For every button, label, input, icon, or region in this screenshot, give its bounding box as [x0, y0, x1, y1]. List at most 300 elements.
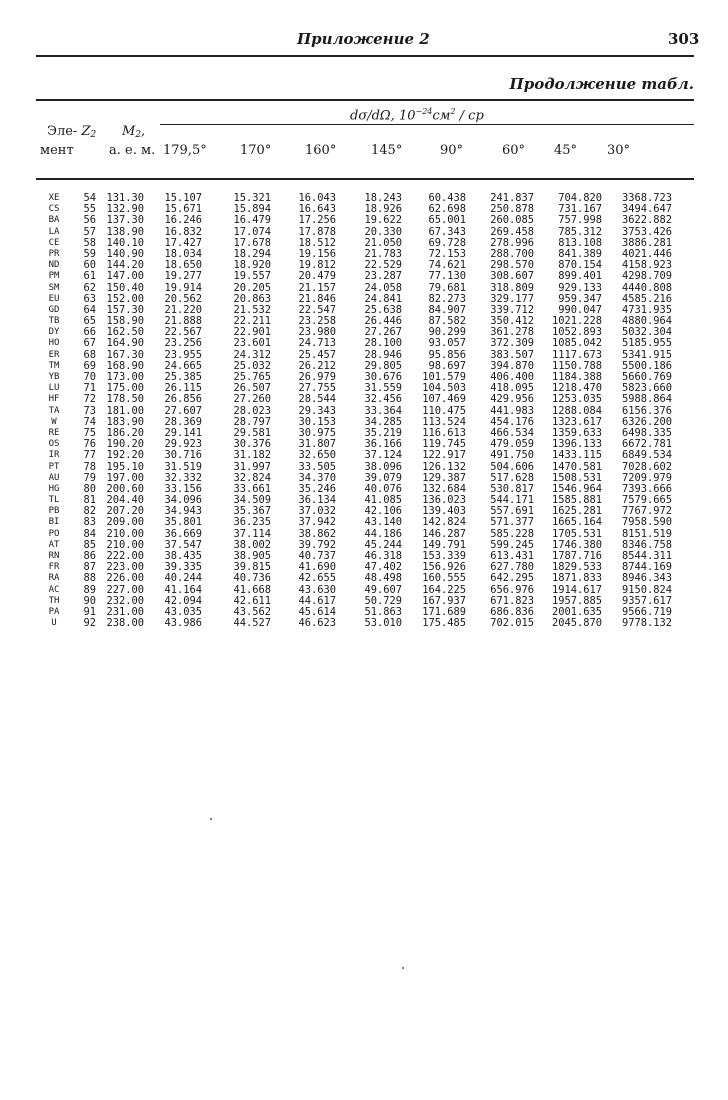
- cs-170: 15.894: [233, 203, 271, 216]
- atomic-mass: 138.90: [106, 225, 144, 238]
- cs-60: 557.691: [490, 505, 534, 518]
- cs-60: 250.878: [490, 203, 534, 216]
- element-symbol: IR: [48, 450, 60, 461]
- cs-60: 599.245: [490, 538, 534, 551]
- atomic-mass: 226.00: [106, 572, 144, 585]
- element-symbol: TB: [48, 316, 60, 327]
- cs-179-5: 26.856: [164, 393, 202, 406]
- element-symbol: RA: [48, 573, 60, 584]
- atomic-mass: 140.10: [106, 236, 144, 249]
- atomic-mass: 168.90: [106, 359, 144, 372]
- cs-60: 288.700: [490, 247, 534, 260]
- cs-45: 1546.964: [551, 482, 602, 495]
- element-symbol: HG: [48, 483, 60, 494]
- cs-145: 43.140: [364, 516, 402, 529]
- cs-145: 41.085: [364, 494, 402, 507]
- atomic-number: 71: [83, 382, 96, 395]
- cs-60: 372.309: [490, 337, 534, 350]
- caption-main: dσ/dΩ, 10: [350, 108, 416, 124]
- cs-45: 1665.164: [551, 516, 602, 529]
- cs-160: 44.617: [298, 594, 336, 607]
- cs-30: 5988.864: [621, 393, 672, 406]
- cs-145: 30.676: [364, 371, 402, 383]
- atomic-number: 63: [83, 292, 96, 305]
- cs-45: 1052.893: [551, 326, 602, 339]
- cs-170: 24.312: [233, 348, 271, 361]
- cs-145: 47.402: [364, 561, 402, 574]
- cs-179-5: 29.923: [164, 438, 202, 451]
- cs-170: 15.321: [233, 192, 271, 204]
- cs-145: 38.096: [364, 460, 402, 473]
- cs-90: 119.745: [422, 438, 466, 451]
- element-symbol: LU: [48, 383, 60, 394]
- atomic-mass: 207.20: [106, 505, 144, 518]
- cs-90: 67.343: [428, 225, 466, 238]
- cs-45: 1117.673: [551, 348, 602, 361]
- cs-179-5: 34.943: [164, 505, 202, 518]
- table-row: [36, 517, 694, 528]
- cs-170: 42.611: [233, 594, 271, 607]
- atomic-number: 90: [83, 594, 96, 607]
- atomic-number: 92: [83, 617, 96, 630]
- cs-45: 2045.870: [551, 617, 602, 630]
- cs-170: 18.920: [233, 259, 271, 272]
- cs-30: 6326.200: [621, 415, 672, 428]
- cs-60: 308.607: [490, 270, 534, 283]
- atomic-number: 82: [83, 505, 96, 518]
- cs-160: 21.846: [298, 292, 336, 305]
- cs-90: 72.153: [428, 247, 466, 260]
- cs-170: 35.367: [233, 505, 271, 518]
- cs-170: 23.601: [233, 337, 271, 350]
- atomic-number: 85: [83, 538, 96, 551]
- atomic-number: 56: [83, 214, 96, 227]
- atomic-mass: 162.50: [106, 326, 144, 339]
- element-symbol: AU: [48, 472, 60, 483]
- cs-170: 39.815: [233, 561, 271, 574]
- cs-160: 22.547: [298, 303, 336, 316]
- cs-145: 46.318: [364, 550, 402, 562]
- cs-160: 23.258: [298, 315, 336, 328]
- cs-145: 36.166: [364, 438, 402, 451]
- cs-60: 642.295: [490, 572, 534, 585]
- cs-170: 38.002: [233, 538, 271, 551]
- cs-179-5: 22.567: [164, 326, 202, 339]
- cs-90: 116.613: [422, 426, 466, 439]
- cs-179-5: 15.671: [164, 203, 202, 216]
- cs-179-5: 43.986: [164, 617, 202, 630]
- element-symbol: TA: [48, 405, 60, 416]
- cs-90: 153.339: [422, 550, 466, 562]
- cs-145: 23.287: [364, 270, 402, 283]
- atomic-mass: 181.00: [106, 404, 144, 417]
- element-symbol: RE: [48, 427, 60, 438]
- cs-30: 5341.915: [621, 348, 672, 361]
- cs-90: 136.023: [422, 494, 466, 507]
- cs-30: 4298.709: [621, 270, 672, 283]
- cs-90: 98.697: [428, 359, 466, 372]
- atomic-mass: 209.00: [106, 516, 144, 529]
- cs-90: 60.438: [428, 192, 466, 204]
- cs-30: 8744.169: [621, 561, 672, 574]
- cs-45: 1829.533: [551, 561, 602, 574]
- cs-145: 40.076: [364, 482, 402, 495]
- cs-30: 4731.935: [621, 303, 672, 316]
- cs-145: 19.622: [364, 214, 402, 227]
- cs-170: 26.507: [233, 382, 271, 395]
- table-row: [36, 215, 694, 226]
- cs-60: 406.400: [490, 371, 534, 383]
- cs-179-5: 18.034: [164, 247, 202, 260]
- cs-90: 77.130: [428, 270, 466, 283]
- atomic-number: 60: [83, 259, 96, 272]
- cs-179-5: 27.607: [164, 404, 202, 417]
- cs-145: 34.285: [364, 415, 402, 428]
- cs-45: 1746.380: [551, 538, 602, 551]
- atomic-mass: 173.00: [106, 371, 144, 383]
- cs-160: 24.713: [298, 337, 336, 350]
- cs-179-5: 24.665: [164, 359, 202, 372]
- cs-170: 21.532: [233, 303, 271, 316]
- element-symbol: ND: [48, 260, 60, 271]
- cs-60: 418.095: [490, 382, 534, 395]
- cs-30: 4440.808: [621, 281, 672, 294]
- atomic-mass: 183.90: [106, 415, 144, 428]
- atomic-number: 66: [83, 326, 96, 339]
- table-row: [36, 271, 694, 282]
- cs-179-5: 18.650: [164, 259, 202, 272]
- cs-90: 146.287: [422, 527, 466, 540]
- cs-160: 41.690: [298, 561, 336, 574]
- cs-160: 30.975: [298, 426, 336, 439]
- cs-90: 69.728: [428, 236, 466, 249]
- cs-160: 26.979: [298, 371, 336, 383]
- element-symbol: EU: [48, 293, 60, 304]
- caption-rule: [160, 124, 694, 125]
- cs-170: 31.182: [233, 449, 271, 462]
- element-symbol: FR: [48, 562, 60, 573]
- cs-30: 3622.882: [621, 214, 672, 227]
- table-continuation-label: Продолжение табл.: [509, 75, 694, 93]
- cs-179-5: 36.669: [164, 527, 202, 540]
- cs-45: 1184.388: [551, 371, 602, 383]
- element-symbol: TH: [48, 595, 60, 606]
- cs-30: 5660.769: [621, 371, 672, 383]
- table-row: [36, 394, 694, 405]
- cs-45: 1470.581: [551, 460, 602, 473]
- angle-header-145: 145°: [371, 143, 403, 158]
- atomic-mass: 164.90: [106, 337, 144, 350]
- cs-30: 6672.781: [621, 438, 672, 451]
- cs-90: 90.299: [428, 326, 466, 339]
- element-symbol: GD: [48, 304, 60, 315]
- atomic-mass: 232.00: [106, 594, 144, 607]
- caption-unit-exp: 2: [450, 107, 456, 116]
- cs-90: 110.475: [422, 404, 466, 417]
- atomic-mass: 227.00: [106, 583, 144, 596]
- cs-60: 298.570: [490, 259, 534, 272]
- cs-179-5: 17.427: [164, 236, 202, 249]
- atomic-number: 89: [83, 583, 96, 596]
- cs-60: 585.228: [490, 527, 534, 540]
- cs-160: 32.650: [298, 449, 336, 462]
- cs-160: 38.862: [298, 527, 336, 540]
- z-symbol: $Z_2$: [81, 124, 97, 140]
- atomic-mass: 147.00: [106, 270, 144, 283]
- atomic-mass: 222.00: [106, 550, 144, 562]
- cs-30: 5500.186: [621, 359, 672, 372]
- cs-45: 870.154: [558, 259, 602, 272]
- atomic-number: 83: [83, 516, 96, 529]
- cs-45: 1433.115: [551, 449, 602, 462]
- cs-60: 517.628: [490, 471, 534, 484]
- cs-145: 50.729: [364, 594, 402, 607]
- cs-30: 7028.602: [621, 460, 672, 473]
- cs-170: 20.863: [233, 292, 271, 305]
- cs-179-5: 42.094: [164, 594, 202, 607]
- cs-30: 9566.719: [621, 605, 672, 618]
- cs-170: 41.668: [233, 583, 271, 596]
- cs-170: 37.114: [233, 527, 271, 540]
- cs-179-5: 40.244: [164, 572, 202, 585]
- cs-179-5: 32.332: [164, 471, 202, 484]
- element-symbol: PM: [48, 271, 60, 282]
- cs-179-5: 21.888: [164, 315, 202, 328]
- atomic-mass: 132.90: [106, 203, 144, 216]
- cs-179-5: 38.435: [164, 550, 202, 562]
- cs-160: 23.980: [298, 326, 336, 339]
- cs-30: 8946.343: [621, 572, 672, 585]
- angle-header-60: 60°: [502, 143, 526, 158]
- element-symbol: AT: [48, 539, 60, 550]
- angle-header-30: 30°: [607, 143, 631, 158]
- cs-160: 46.623: [298, 617, 336, 630]
- cs-90: 79.681: [428, 281, 466, 294]
- cs-90: 175.485: [422, 617, 466, 630]
- cs-60: 269.458: [490, 225, 534, 238]
- cs-60: 278.996: [490, 236, 534, 249]
- cs-179-5: 37.547: [164, 538, 202, 551]
- cs-179-5: 39.335: [164, 561, 202, 574]
- atomic-mass: 197.00: [106, 471, 144, 484]
- element-symbol: HF: [48, 394, 60, 405]
- cs-90: 62.698: [428, 203, 466, 216]
- cs-170: 34.509: [233, 494, 271, 507]
- atomic-number: 65: [83, 315, 96, 328]
- cs-160: 30.153: [298, 415, 336, 428]
- cs-45: 1705.531: [551, 527, 602, 540]
- cs-90: 104.503: [422, 382, 466, 395]
- cs-90: 126.132: [422, 460, 466, 473]
- cs-90: 160.555: [422, 572, 466, 585]
- cs-145: 25.638: [364, 303, 402, 316]
- element-symbol: XE: [48, 193, 60, 203]
- cs-60: 383.507: [490, 348, 534, 361]
- angle-header-90: 90°: [440, 143, 464, 158]
- atomic-number: 62: [83, 281, 96, 294]
- cs-30: 7393.666: [621, 482, 672, 495]
- table-row: [36, 462, 694, 473]
- atomic-number: 76: [83, 438, 96, 451]
- element-symbol: RN: [48, 551, 60, 561]
- cs-30: 9357.617: [621, 594, 672, 607]
- atomic-number: 70: [83, 371, 96, 383]
- mass-header-line1: $M_2$,: [122, 124, 146, 140]
- cs-179-5: 30.716: [164, 449, 202, 462]
- cs-160: 17.878: [298, 225, 336, 238]
- cs-160: 25.457: [298, 348, 336, 361]
- atomic-number: 77: [83, 449, 96, 462]
- cs-45: 1508.531: [551, 471, 602, 484]
- cs-60: 671.823: [490, 594, 534, 607]
- atomic-number: 73: [83, 404, 96, 417]
- cs-160: 34.370: [298, 471, 336, 484]
- cs-160: 20.479: [298, 270, 336, 283]
- cs-45: 1914.617: [551, 583, 602, 596]
- cs-45: 731.167: [558, 203, 602, 216]
- table-row: [36, 338, 694, 349]
- cs-60: 504.606: [490, 460, 534, 473]
- element-symbol: SM: [48, 282, 60, 293]
- angle-header-170: 170°: [240, 143, 272, 158]
- cs-170: 36.235: [233, 516, 271, 529]
- cs-30: 6156.376: [621, 404, 672, 417]
- atomic-number: 72: [83, 393, 96, 406]
- cs-45: 1585.881: [551, 494, 602, 507]
- cs-90: 74.621: [428, 259, 466, 272]
- cs-60: 571.377: [490, 516, 534, 529]
- cross-section-caption: [350, 107, 484, 123]
- atomic-mass: 238.00: [106, 617, 144, 630]
- element-symbol: TM: [48, 360, 60, 371]
- table-row: [36, 573, 694, 584]
- cs-90: 95.856: [428, 348, 466, 361]
- cs-160: 16.043: [298, 192, 336, 204]
- atomic-mass: 204.40: [106, 494, 144, 507]
- page-number: 303: [668, 30, 700, 48]
- header-rule: [36, 55, 694, 57]
- cs-179-5: 29.141: [164, 426, 202, 439]
- cs-160: 29.343: [298, 404, 336, 417]
- atomic-mass: 137.30: [106, 214, 144, 227]
- angle-header-45: 45°: [554, 143, 578, 158]
- cs-90: 101.579: [422, 371, 466, 383]
- atomic-number: 57: [83, 225, 96, 238]
- cs-30: 3753.426: [621, 225, 672, 238]
- element-symbol: PO: [48, 528, 60, 539]
- atomic-number: 75: [83, 426, 96, 439]
- cs-90: 107.469: [422, 393, 466, 406]
- cs-30: 8151.519: [621, 527, 672, 540]
- cs-179-5: 28.369: [164, 415, 202, 428]
- cs-90: 82.273: [428, 292, 466, 305]
- cs-30: 4158.923: [621, 259, 672, 272]
- cs-170: 44.527: [233, 617, 271, 630]
- element-symbol: YB: [48, 372, 60, 382]
- cs-30: 9150.824: [621, 583, 672, 596]
- cs-45: 785.312: [558, 225, 602, 238]
- cs-170: 16.479: [233, 214, 271, 227]
- atomic-mass: 192.20: [106, 449, 144, 462]
- cs-145: 49.607: [364, 583, 402, 596]
- cs-45: 2001.635: [551, 605, 602, 618]
- cs-160: 19.156: [298, 247, 336, 260]
- atomic-number: 79: [83, 471, 96, 484]
- cs-90: 139.403: [422, 505, 466, 518]
- cs-160: 36.134: [298, 494, 336, 507]
- cs-90: 167.937: [422, 594, 466, 607]
- atomic-number: 58: [83, 236, 96, 249]
- page-speck: [210, 818, 212, 820]
- cs-145: 42.106: [364, 505, 402, 518]
- cs-160: 45.614: [298, 605, 336, 618]
- cs-160: 42.655: [298, 572, 336, 585]
- element-symbol: W: [51, 416, 57, 427]
- cs-90: 113.524: [422, 415, 466, 428]
- atomic-number: 68: [83, 348, 96, 361]
- cs-160: 31.807: [298, 438, 336, 451]
- cs-30: 4880.964: [621, 315, 672, 328]
- cs-90: 132.684: [422, 482, 466, 495]
- element-symbol: CE: [48, 237, 60, 248]
- element-symbol: AC: [48, 584, 60, 595]
- cs-145: 22.529: [364, 259, 402, 272]
- cs-145: 51.863: [364, 605, 402, 618]
- cs-45: 704.820: [558, 192, 602, 204]
- cs-90: 129.387: [422, 471, 466, 484]
- table-row: [36, 618, 694, 629]
- cs-90: 171.689: [422, 605, 466, 618]
- atomic-number: 78: [83, 460, 96, 473]
- cs-30: 7579.665: [621, 494, 672, 507]
- header-bottom-rule: [36, 178, 694, 180]
- atomic-mass: 150.40: [106, 281, 144, 294]
- cs-160: 16.643: [298, 203, 336, 216]
- cs-60: 318.809: [490, 281, 534, 294]
- cs-160: 19.812: [298, 259, 336, 272]
- atomic-number: 84: [83, 527, 96, 540]
- cs-170: 28.023: [233, 404, 271, 417]
- element-symbol: TL: [48, 495, 60, 506]
- cs-45: 929.133: [558, 281, 602, 294]
- cross-section-table-body: [36, 193, 694, 629]
- cs-145: 18.926: [364, 203, 402, 216]
- cs-90: 87.582: [428, 315, 466, 328]
- cs-179-5: 26.115: [164, 382, 202, 395]
- element-symbol: OS: [48, 439, 60, 450]
- cs-179-5: 25.385: [164, 371, 202, 383]
- cs-30: 4021.446: [621, 247, 672, 260]
- cs-179-5: 19.277: [164, 270, 202, 283]
- cs-145: 48.498: [364, 572, 402, 585]
- element-symbol: PR: [48, 248, 60, 259]
- cs-30: 9778.132: [621, 617, 672, 630]
- atomic-number: 91: [83, 605, 96, 618]
- cs-170: 40.736: [233, 572, 271, 585]
- atomic-number: 88: [83, 572, 96, 585]
- mass-header-line2: а. е. м.: [109, 143, 156, 158]
- cs-170: 17.678: [233, 236, 271, 249]
- cs-179-5: 15.107: [164, 192, 202, 204]
- element-symbol: PA: [48, 606, 60, 617]
- cs-145: 24.841: [364, 292, 402, 305]
- atomic-number: 55: [83, 203, 96, 216]
- table-row: [36, 283, 694, 294]
- cs-145: 20.330: [364, 225, 402, 238]
- cs-60: 329.177: [490, 292, 534, 305]
- cs-60: 479.059: [490, 438, 534, 451]
- atomic-number: 86: [83, 550, 96, 562]
